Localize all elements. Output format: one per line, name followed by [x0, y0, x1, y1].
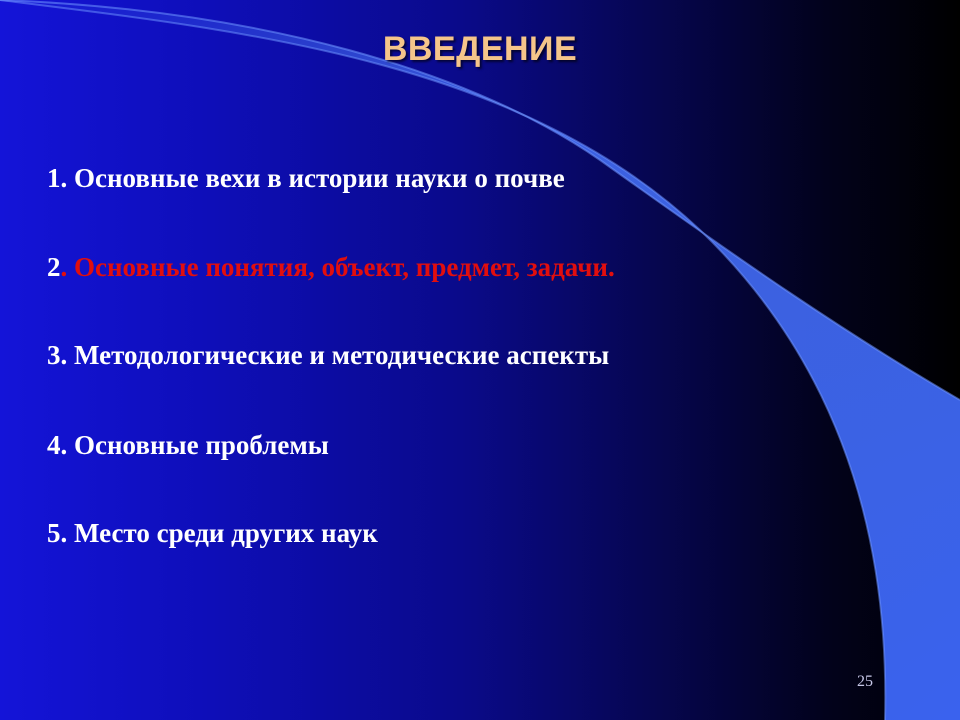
agenda-item-number: 2 [47, 252, 61, 282]
agenda-item-text: Методологические и методические аспекты [67, 340, 610, 370]
agenda-item [47, 518, 378, 549]
agenda-item-text: Место среди других наук [67, 518, 378, 548]
agenda-item-text: Основные проблемы [67, 430, 329, 460]
agenda-item-number: 5. [47, 518, 68, 548]
agenda-item-text: . Основные понятия, объект, предмет, задачи. [60, 252, 615, 282]
agenda-item [47, 163, 565, 194]
agenda-item-number: 3. [47, 340, 68, 370]
agenda-item [47, 340, 609, 371]
agenda-item-text: Основные вехи в истории науки о почве [67, 163, 565, 193]
page-number: 25 [857, 673, 873, 690]
agenda-item-number: 4. [47, 430, 68, 460]
slide-title: ВВЕДЕНИЕ [382, 30, 578, 68]
agenda-item-number: 1. [47, 163, 68, 193]
agenda-item [47, 430, 329, 461]
agenda-item-highlighted [47, 252, 615, 283]
